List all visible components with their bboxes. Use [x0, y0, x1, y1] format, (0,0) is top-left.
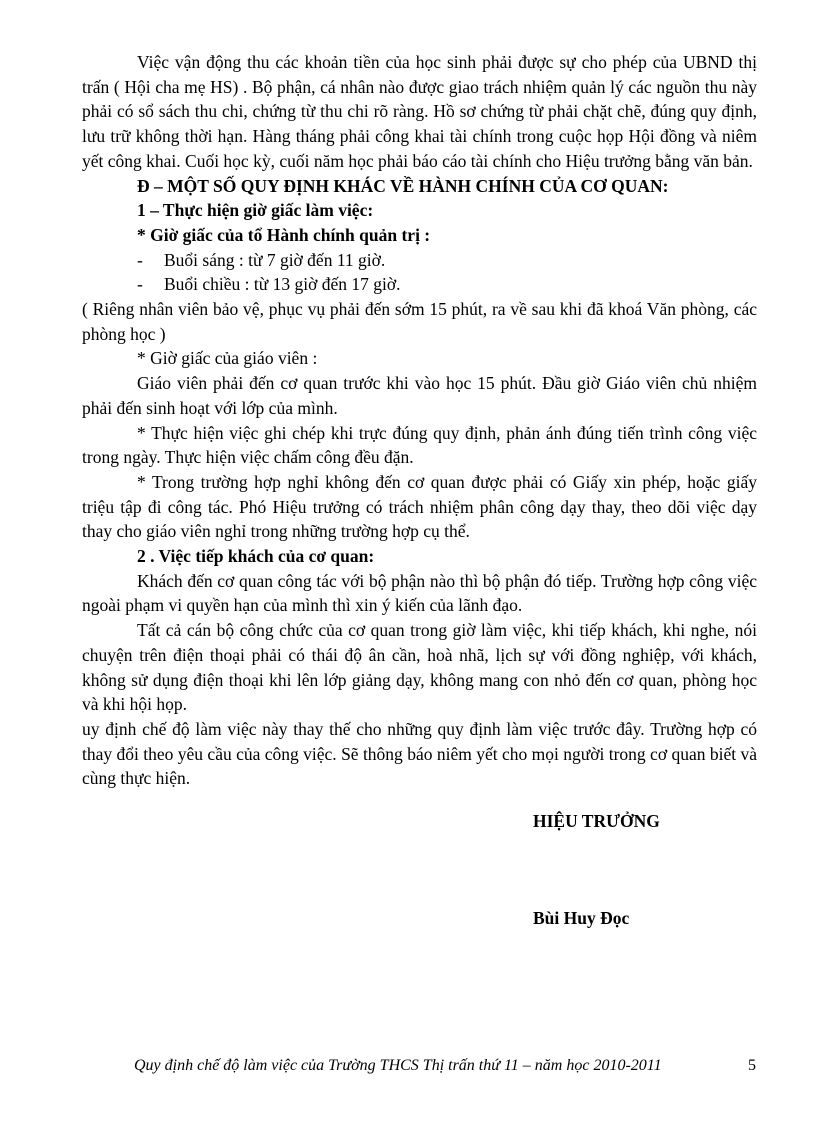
paragraph-replacement: uy định chế độ làm việc này thay thế cho những quy định làm việc trước đây. Trường hợp có thay đổi theo yêu cầu của công việc. Sẽ thông báo niêm yết cho mọi người trong cơ quan biết và cùng thực hiện.	[82, 718, 757, 789]
paragraph-teacher-arrival: Giáo viên phải đến cơ quan trước khi vào học 15 phút. Đầu giờ Giáo viên chủ nhiệm phải đến sinh hoạt với lớp của mình.	[82, 373, 757, 418]
list-item-morning	[82, 248, 757, 273]
paragraph-guest: Khách đến cơ quan công tác với bộ phận nào thì bộ phận đó tiếp. Trường hợp công việc ngoài phạm vi quyền hạn của mình thì xin ý kiến của lãnh đạo.	[82, 570, 757, 616]
bullet-dash: -	[137, 249, 143, 270]
subheading-admin-hours: * Giờ giấc của tổ Hành chính quản trị :	[137, 224, 431, 245]
document-body	[82, 50, 757, 791]
paragraph-fee-collection: Việc vận động thu các khoản tiền của học sinh phải được sự cho phép của UBND thị trấn ( Hội cha mẹ HS) . Bộ phận, cá nhân nào được giao trách nhiệm quản lý các nguồn thu này phải có sổ sách thu chi, chứng từ thu chi rõ ràng. Hồ sơ chứng từ phải chặt chẽ, đúng quy định, lưu trữ không thời hạn. Hàng tháng phải công khai tài chính trong cuộc họp Hội đồng và niêm yết công khai. Cuối học kỳ, cuối năm học phải báo cáo tài chính cho Hiệu trưởng bằng văn bản.	[82, 52, 757, 171]
list-item-text: Buổi chiều : từ 13 giờ đến 17 giờ.	[164, 274, 401, 295]
paragraph-record-keeping: * Thực hiện việc ghi chép khi trực đúng quy định, phản ánh đúng tiến trình công việc trong ngày. Thực hiện việc chấm công đều đặn.	[82, 422, 757, 468]
paragraph-absence: * Trong trường hợp nghỉ không đến cơ quan được phải có Giấy xin phép, hoặc giấy triệu tập đi công tác. Phó Hiệu trưởng có trách nhiệm phân công dạy thay, theo dõi việc dạy thay cho giáo viên nghỉ trong những trường hợp cụ thể.	[82, 471, 757, 542]
paragraph-staff-conduct: Tất cả cán bộ công chức của cơ quan trong giờ làm việc, khi tiếp khách, khi nghe, nói chuyện trên điện thoại phải có thái độ ân cần, hoà nhã, lịch sự với đồng nghiệp, với khách, không sử dụng điện thoại khi lên lớp giảng dạy, không mang con nhỏ đến cơ quan, phòng học và khi hội họp.	[82, 620, 757, 715]
signature-title: HIỆU TRƯỞNG	[533, 811, 660, 831]
bullet-dash: -	[137, 274, 143, 295]
list-item-afternoon	[82, 272, 757, 297]
page-footer: Quy định chế độ làm việc của Trường THCS Thị trấn thứ 11 – năm học 2010-2011	[134, 1057, 662, 1074]
signature-name: Bùi Huy Đọc	[533, 908, 630, 928]
section-heading-d: Đ – MỘT SỐ QUY ĐỊNH KHÁC VỀ HÀNH CHÍNH CỦA CƠ QUAN:	[137, 175, 669, 196]
paragraph-guard-note: ( Riêng nhân viên bảo vệ, phục vụ phải đến sớm 15 phút, ra về sau khi đã khoá Văn phòng, các phòng học )	[82, 299, 757, 344]
page-number: 5	[748, 1057, 756, 1074]
subheading-working-hours: 1 – Thực hiện giờ giấc làm việc:	[137, 200, 374, 221]
subheading-guest-reception: 2 . Việc tiếp khách của cơ quan:	[137, 546, 375, 567]
subheading-teacher-hours: * Giờ giấc của giáo viên :	[137, 348, 318, 369]
list-item-text: Buổi sáng : từ 7 giờ đến 11 giờ.	[164, 249, 386, 270]
